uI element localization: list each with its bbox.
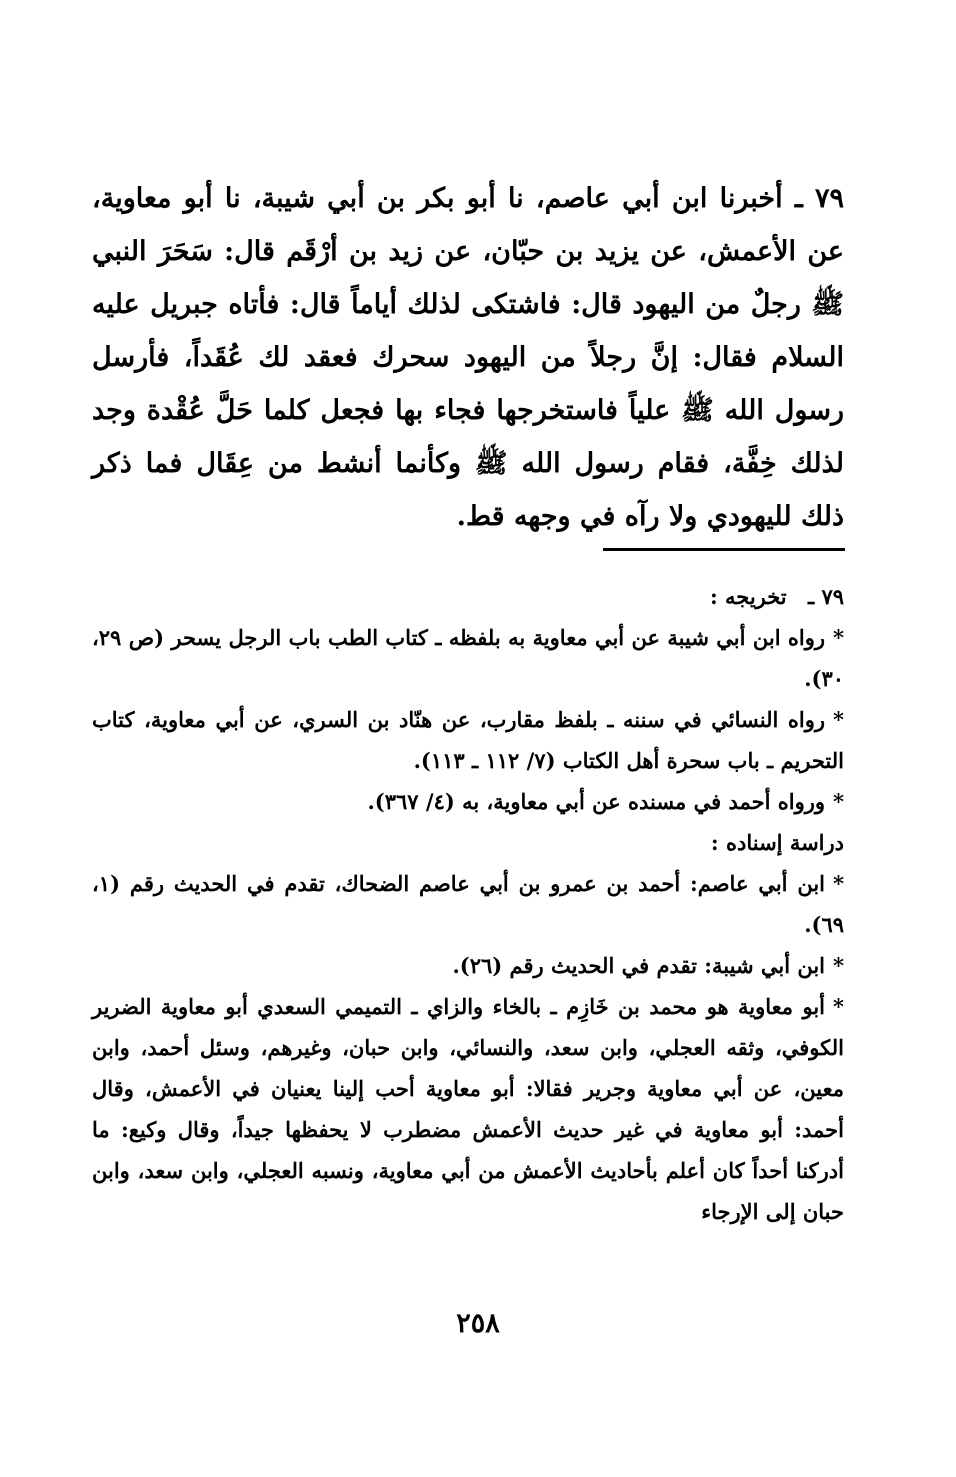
- takhrij-heading: [92, 576, 844, 617]
- hadith-number: ٧٩ ـ: [794, 183, 845, 214]
- takhrij-item: *ورواه أحمد في مسنده عن أبي معاوية، به (٤/ ٣٦٧).: [367, 789, 844, 814]
- bullet-star-icon: *: [833, 871, 844, 896]
- hadith-text-block: [92, 172, 844, 543]
- isnad-heading-title: دراسة إسناده :: [710, 830, 844, 855]
- takhrij-heading-title: تخريجه :: [709, 584, 787, 609]
- takhrij-item: *رواه ابن أبي شيبة عن أبي معاوية به بلفظه ـ كتاب الطب باب الرجل يسحر (ص ٢٩، ٣٠).: [92, 625, 844, 691]
- bullet-star-icon: *: [833, 789, 844, 814]
- bullet-star-icon: *: [833, 953, 844, 978]
- isnad-item: *أبو معاوية هو محمد بن خَازِم ـ بالخاء والزاي ـ التميمي السعدي أبو معاوية الضرير الكوفي، وثقه العجلي، وابن سعد، والنسائي، وابن حبان، وغيرهم، وسئل أحمد، وابن معين، عن أبي معاوية وجرير فقالا: أبو معاوية أحب إلينا يعنيان في الأعمش، وقال أحمد: أبو معاوية في غير حديث الأعمش مضطرب لا يحفظها جيداً، وقال وكيع: ما أدركنا أحداً كان أعلم بأحاديث الأعمش من أبي معاوية، ونسبه العجلي، وابن سعد، وابن حبان إلى الإرجاء: [92, 994, 844, 1224]
- takhrij-heading-number: ٧٩ ـ: [807, 584, 844, 609]
- takhrij-item: *رواه النسائي في سننه ـ بلفظ مقارب، عن هنّاد بن السري، عن أبي معاوية، كتاب التحريم ـ باب سحرة أهل الكتاب (٧/ ١١٢ ـ ١١٣).: [92, 707, 844, 773]
- isnad-item: *ابن أبي عاصم: أحمد بن عمرو بن أبي عاصم الضحاك، تقدم في الحديث رقم (١، ٦٩).: [92, 871, 844, 937]
- bullet-star-icon: *: [833, 625, 844, 650]
- bullet-star-icon: *: [833, 994, 844, 1019]
- isnad-item: *ابن أبي شيبة: تقدم في الحديث رقم (٢٦).: [452, 953, 844, 978]
- footnotes-block: [92, 576, 844, 1232]
- footnote-divider: [603, 548, 845, 551]
- bullet-star-icon: *: [833, 707, 844, 732]
- isnad-heading: [92, 822, 844, 863]
- page-number: ٢٥٨: [456, 1308, 500, 1339]
- hadith-body: أخبرنا ابن أبي عاصم، نا أبو بكر بن أبي شيبة، نا أبو معاوية، عن الأعمش، عن يزيد بن حبّان، عن زيد بن أرْقَم قال: سَحَرَ النبي ﷺ رجلٌ من اليهود قال: فاشتكى لذلك أياماً قال: فأتاه جبريل عليه السلام فقال: إنَّ رجلاً من اليهود سحرك فعقد لك عُقَداً، فأرسل رسول الله ﷺ علياً فاستخرجها فجاء بها فجعل كلما حَلَّ عُقْدة وجد لذلك خِفَّة، فقام رسول الله ﷺ وكأنما أنشط من عِقَال فما ذكر ذلك لليهودي ولا رآه في وجهه قط.: [92, 183, 844, 532]
